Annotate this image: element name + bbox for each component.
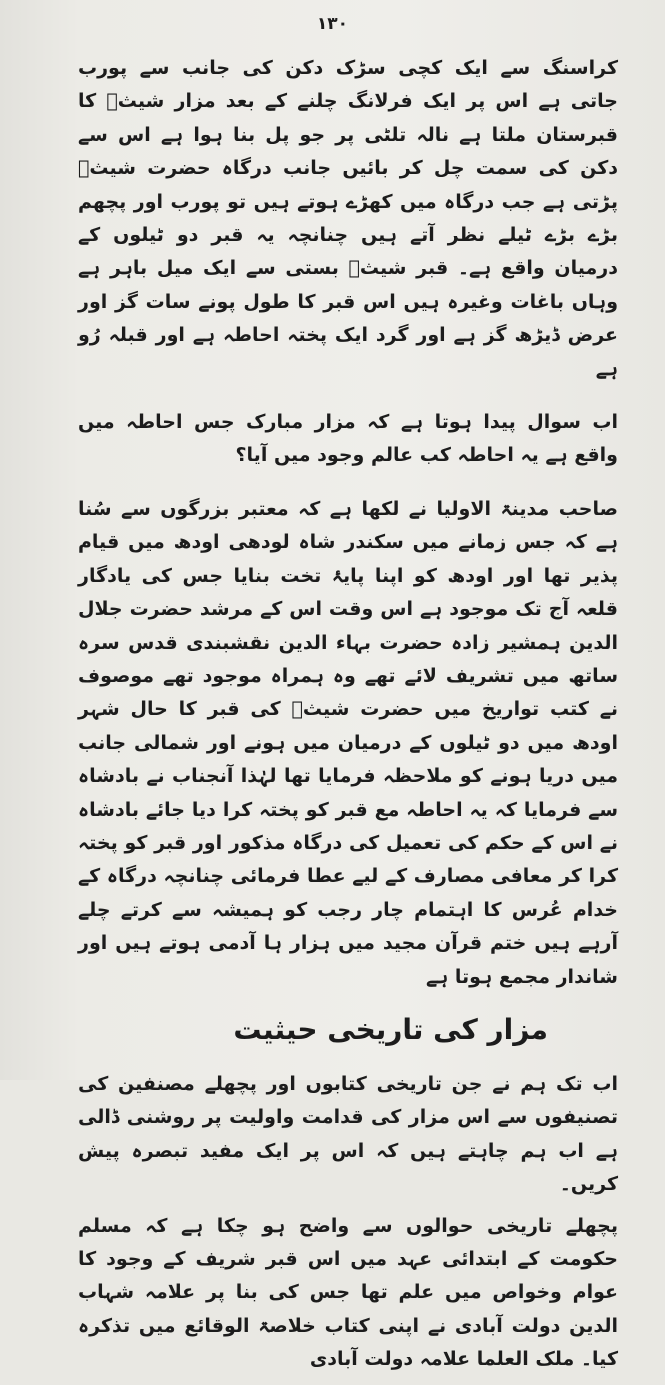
paragraph-madinat-ul-auliya: صاحب مدینۃ الاولیا نے لکھا ہے کہ معتبر بزرگوں سے سُنا ہے کہ جس زمانے میں سکندر شاہ لودھی اودھ میں قیام پذیر تھا اور اودھ کو اپنا پایۂ تخت بنایا جس کی یادگار قلعہ آج تک موجود ہے اس وقت اس کے مرشد حضرت جلال الدین ہمشیر زادہ حضرت بہاء الدین نقشبندی قدس سرہ ساتھ میں تشریف لائے تھے وہ ہمراہ موجود تھے موصوف نے کتب تواریخ میں حضرت شیثؑ کی قبر کا حال شہر اودھ میں دو ٹیلوں کے درمیان میں ہونے اور شمالی جانب میں دریا ہونے کو ملاحظہ فرمایا تھا لہٰذا آنجناب نے بادشاہ سے فرمایا کہ یہ احاطہ مع قبر کو پختہ کرا دیا جائے بادشاہ نے اس کے حکم کی تعمیل کی درگاہ مذکور اور قبر کو پختہ کرا کر معافی مصارف کے لیے عطا فرمائی چنانچہ درگاہ کے خدام عُرس کا اہتمام چار رجب کو ہمیشہ سے کرتے چلے آرہے ہیں ختم قرآن مجید میں ہزار ہا آدمی ہوتے ہیں اور شاندار مجمع ہوتا ہے (78, 497, 618, 988)
page-number: ۱۳۰ (316, 14, 349, 34)
paragraph-historical-references: پچھلے تاریخی حوالوں سے واضح ہو چکا ہے کہ مسلم حکومت کے ابتدائی عہد میں اس قبر شریف کے وجود کا عوام وخواص میں علم تھا جس کی بنا پر علامہ شہاب الدین دولت آبادی نے اپنی کتاب خلاصۃ الوقائع میں تذکرہ کیا۔ ملک العلما علامہ دولت آبادی (78, 1214, 618, 1371)
page-body (78, 52, 618, 1385)
paragraph-historical-review: اب تک ہم نے جن تاریخی کتابوں اور پچھلے مصنفین کی تصنیفوں سے اس مزار کی قدامت واولیت پر روشنی ڈالی ہے اب ہم چاہتے ہیں کہ اس پر ایک مفید تبصرہ پیش کریں۔ (78, 1072, 618, 1196)
paragraph-burial-location: کراسنگ سے ایک کچی سڑک دکن کی جانب سے پورب جاتی ہے اس پر ایک فرلانگ چلنے کے بعد مزار شیثؑ کا قبرستان ملتا ہے نالہ تلٹی پر جو پل بنا ہوا ہے اس سے دکن کی سمت چل کر بائیں جانب درگاہ حضرت شیثؑ پڑتی ہے جب درگاہ میں کھڑے ہوتے ہیں تو پورب اور پچھم بڑے بڑے ٹیلے نظر آتے ہیں چنانچہ یہ قبر دو ٹیلوں کے درمیان واقع ہے۔ قبر شیثؑ بستی سے ایک میل باہر ہے وہاں باغات وغیرہ ہیں اس قبر کا طول پونے سات گز اور عرض ڈیڑھ گز ہے اور گرد ایک پختہ احاطہ ہے اور قبلہ رُو ہے (78, 57, 618, 380)
section-heading: مزار کی تاریخی حیثیت (233, 1012, 548, 1046)
paragraph-question: اب سوال پیدا ہوتا ہے کہ مزار مبارک جس احاطہ میں واقع ہے یہ احاطہ کب عالم وجود میں آیا؟ (78, 411, 618, 467)
